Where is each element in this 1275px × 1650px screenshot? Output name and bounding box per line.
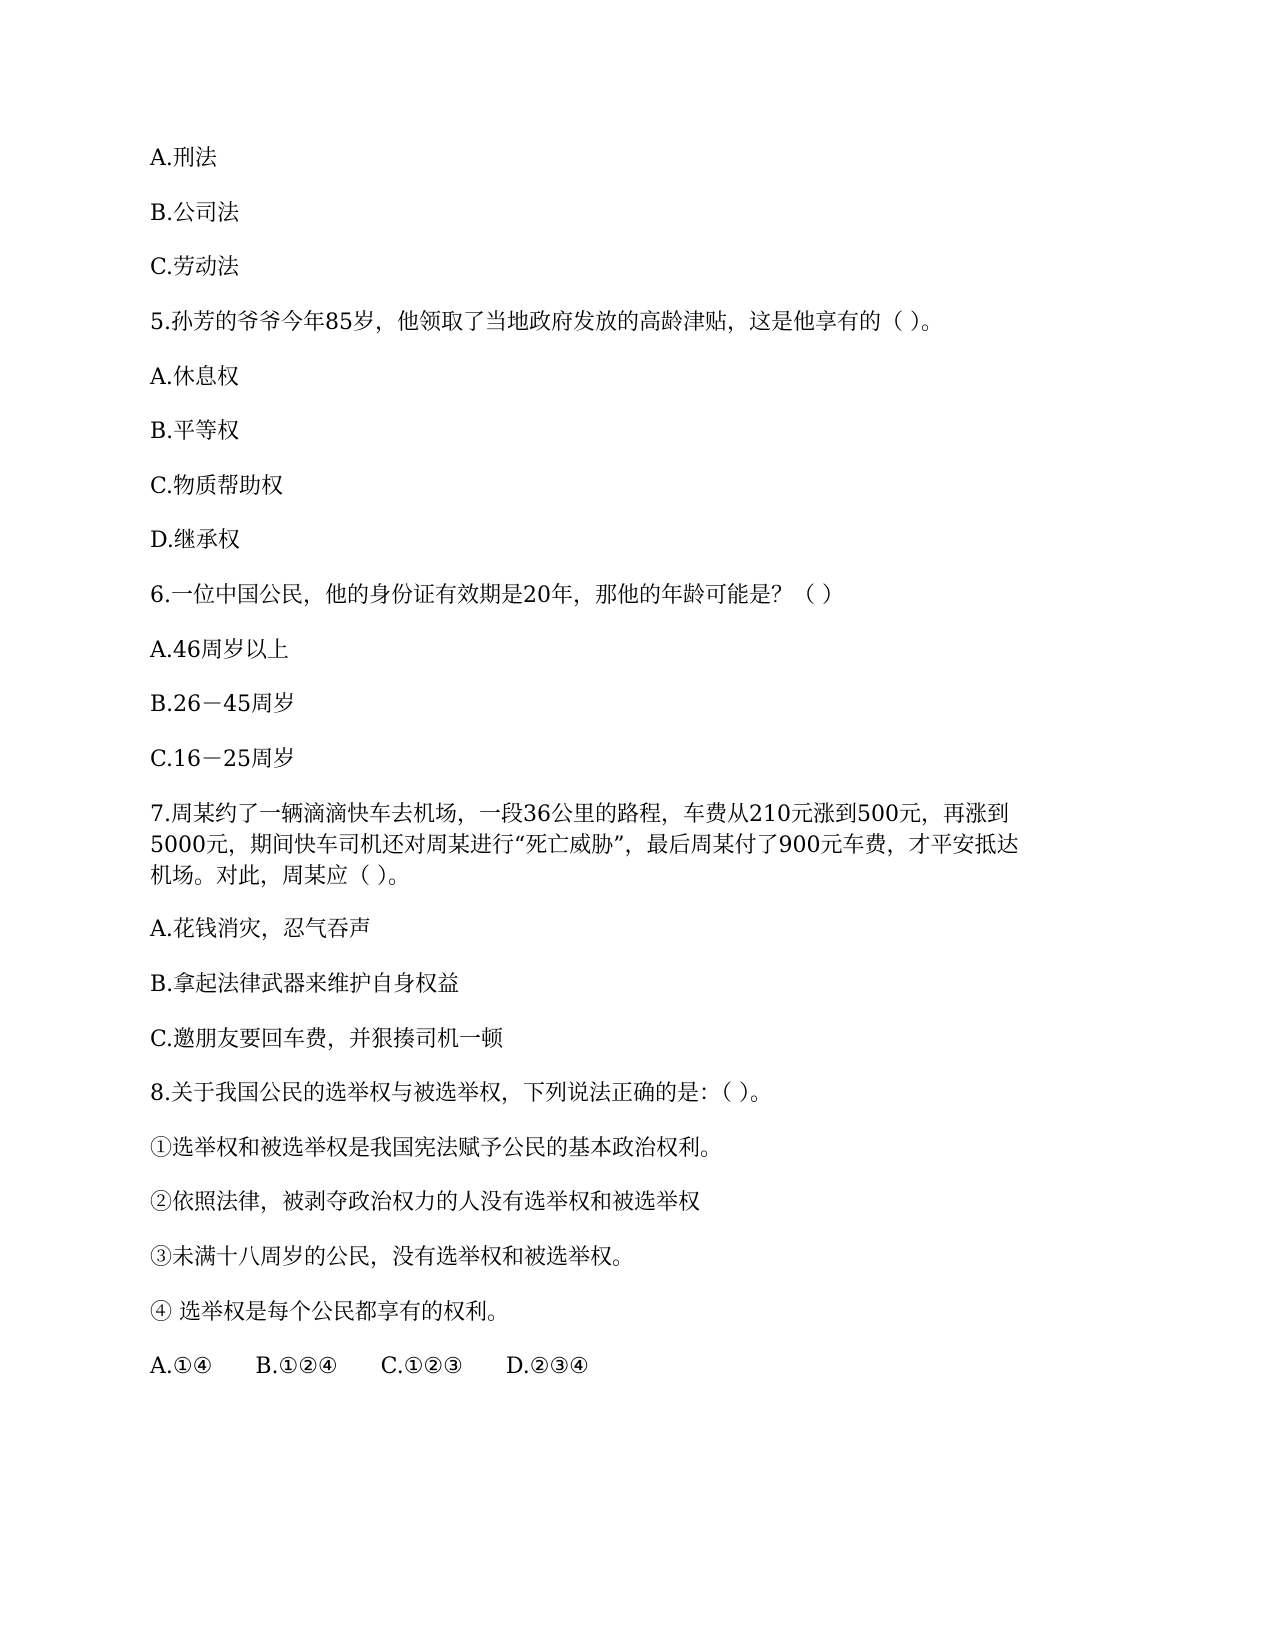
q4-option-a: A.刑法 bbox=[150, 146, 217, 171]
q8-statement-4: ④ 选举权是每个公民都享有的权利。 bbox=[150, 1300, 509, 1325]
q5-option-d: D.继承权 bbox=[150, 528, 240, 553]
q8-statement-2: ②依照法律，被剥夺政治权力的人没有选举权和被选举权 bbox=[150, 1190, 701, 1215]
q5-stem: 5.孙芳的爷爷今年85岁，他领取了当地政府发放的高龄津贴，这是他享有的（ ）。 bbox=[150, 310, 943, 335]
q4-option-b: B.公司法 bbox=[150, 201, 240, 226]
q5-option-b: B.平等权 bbox=[150, 419, 240, 444]
q7-stem-line-3: 机场。对此，周某应（ ）。 bbox=[150, 864, 410, 889]
q8-statement-3: ③未满十八周岁的公民，没有选举权和被选举权。 bbox=[150, 1245, 635, 1270]
q8-choice-c: C.①②③ bbox=[380, 1354, 463, 1379]
q8-stem: 8.关于我国公民的选举权与被选举权，下列说法正确的是：（ ）。 bbox=[150, 1081, 772, 1106]
q6-option-a: A.46周岁以上 bbox=[150, 638, 289, 663]
q8-statement-1: ①选举权和被选举权是我国宪法赋予公民的基本政治权利。 bbox=[150, 1136, 723, 1161]
q7-option-b: B.拿起法律武器来维护自身权益 bbox=[150, 972, 460, 997]
q5-option-c: C.物质帮助权 bbox=[150, 474, 284, 499]
q8-choice-a: A.①④ bbox=[150, 1354, 213, 1379]
q6-stem: 6.一位中国公民，他的身份证有效期是20年，那他的年龄可能是？（ ） bbox=[150, 583, 844, 608]
q8-choices bbox=[150, 1352, 625, 1382]
q7-option-c: C.邀朋友要回车费，并狠揍司机一顿 bbox=[150, 1027, 504, 1052]
q7-stem-line-1: 7.周某约了一辆滴滴快车去机场，一段36公里的路程，车费从210元涨到500元，再涨到 bbox=[150, 802, 1009, 827]
q4-option-c: C.劳动法 bbox=[150, 255, 240, 280]
q7-stem-line-2: 5000元，期间快车司机还对周某进行“死亡威胁”，最后周某付了900元车费，才平安抵达 bbox=[150, 833, 1019, 858]
q7-option-a: A.花钱消灾，忍气吞声 bbox=[150, 917, 371, 942]
q8-choice-d: D.②③④ bbox=[505, 1354, 589, 1379]
q6-option-b: B.26－45周岁 bbox=[150, 692, 296, 717]
q5-option-a: A.休息权 bbox=[150, 365, 239, 390]
q6-option-c: C.16－25周岁 bbox=[150, 747, 296, 772]
q7-stem bbox=[150, 799, 1110, 892]
q8-choice-b: B.①②④ bbox=[255, 1354, 338, 1379]
